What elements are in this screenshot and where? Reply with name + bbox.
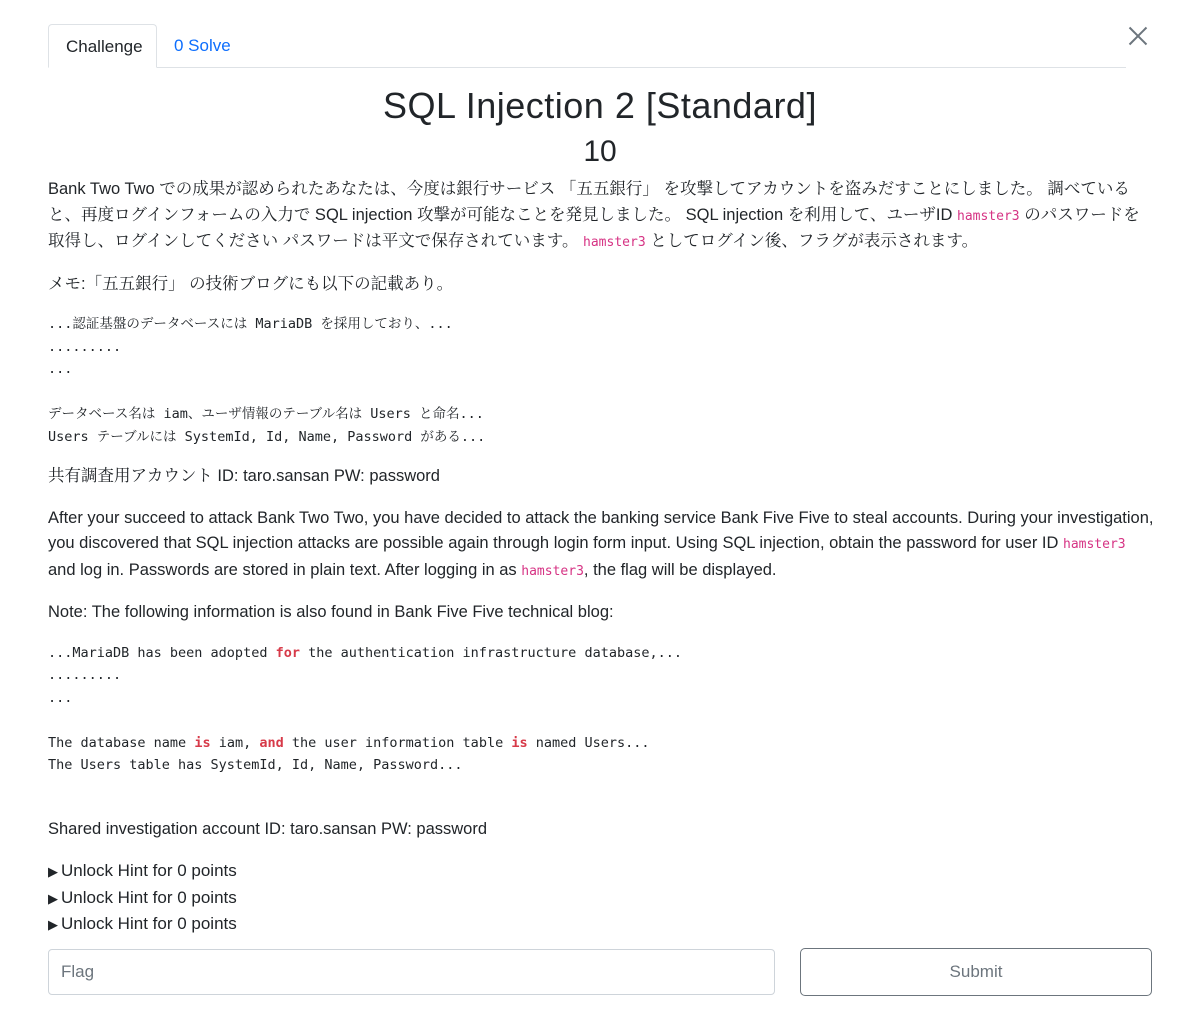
tab-challenge[interactable]: Challenge — [48, 24, 157, 68]
text-segment: , the flag will be displayed. — [583, 560, 777, 579]
code-keyword: is — [194, 734, 211, 751]
inline-code-user-id: hamster3 — [521, 563, 584, 579]
submit-button[interactable]: Submit — [800, 948, 1152, 996]
code-line: Users テーブルには SystemId, Id, Name, Password がある... — [48, 428, 486, 445]
code-text: iam, — [210, 734, 260, 751]
code-line: ... — [48, 361, 73, 377]
code-text: the authentication infrastructure database,... — [299, 644, 682, 661]
inline-code-user-id: hamster3 — [957, 208, 1020, 224]
code-block-ja — [48, 313, 1154, 448]
code-block-en — [48, 642, 1154, 777]
tab-solves[interactable]: 0 Solve — [174, 36, 231, 55]
challenge-title: SQL Injection 2 [Standard] — [383, 85, 817, 126]
text-segment: のパスワードを取得し、ログインしてください パスワードは平文で保存されています。 — [48, 205, 1140, 250]
unlock-hint-1[interactable] — [48, 858, 1154, 885]
unlock-hint-3[interactable] — [48, 911, 1154, 938]
code-keyword: for — [275, 644, 300, 661]
code-line: The Users table has SystemId, Id, Name, Password... — [48, 757, 463, 773]
triangle-right-icon: ▶ — [48, 890, 58, 906]
code-text: named Users... — [527, 734, 650, 751]
text-segment: Bank Two Two での成果が認められたあなたは、今度は銀行サービス 「五五銀行」 を攻撃してアカウントを盗みだすことにしました。 調べていると、再度ログインフォームの入力で SQL injection 攻撃が可能なことを発見しました。 SQL injection を利用して、ユーザID — [48, 180, 1130, 224]
code-keyword: is — [511, 734, 528, 751]
challenge-points: 10 — [583, 135, 617, 168]
code-text: the user information table — [283, 734, 512, 751]
inline-code-user-id: hamster3 — [1063, 537, 1126, 552]
code-line: ......... — [48, 667, 122, 683]
text-segment: After your succeed to attack Bank Two Two, you have decided to attack the banking service Bank Five Five to steal accounts. During your investigation, you discovered that SQL injection attacks are possible again through login form input. Using SQL injection, obtain the password for user ID — [48, 508, 1154, 552]
challenge-description — [48, 177, 1154, 938]
flag-input[interactable] — [48, 949, 775, 995]
note-en: Note: The following information is also found in Bank Five Five technical blog: — [48, 603, 614, 621]
code-line: ......... — [48, 338, 122, 355]
description-en-paragraph — [48, 506, 1154, 585]
account-en: Shared investigation account ID: taro.sansan PW: password — [48, 819, 488, 838]
hint-label: Unlock Hint for 0 points — [61, 887, 237, 907]
memo-ja: メモ:「五五銀行」 の技術ブログにも以下の記載あり。 — [48, 274, 454, 293]
unlock-hint-2[interactable] — [48, 885, 1154, 912]
triangle-right-icon: ▶ — [48, 864, 58, 879]
hint-list — [48, 858, 1154, 938]
hint-label: Unlock Hint for 0 points — [61, 861, 237, 880]
code-keyword: and — [259, 734, 284, 751]
tab-bar — [48, 24, 1126, 68]
inline-code-user-id: hamster3 — [583, 235, 646, 250]
code-line: ... — [48, 689, 73, 706]
code-line: データベース名は iam、ユーザ情報のテーブル名は Users と命名... — [48, 406, 484, 422]
hint-label: Unlock Hint for 0 points — [61, 914, 237, 933]
text-segment: としてログイン後、フラグが表示されます。 — [645, 232, 979, 250]
code-line: ...認証基盤のデータベースには MariaDB を採用しており、... — [48, 316, 453, 332]
text-segment: and log in. Passwords are stored in plain text. After logging in as — [48, 560, 522, 579]
description-ja-paragraph — [48, 177, 1154, 256]
close-icon[interactable] — [1124, 22, 1152, 50]
code-text: ...MariaDB has been adopted — [48, 644, 276, 661]
account-ja: 共有調査用アカウント ID: taro.sansan PW: password — [48, 467, 440, 485]
code-text: The database name — [48, 734, 195, 751]
triangle-right-icon: ▶ — [48, 917, 58, 932]
